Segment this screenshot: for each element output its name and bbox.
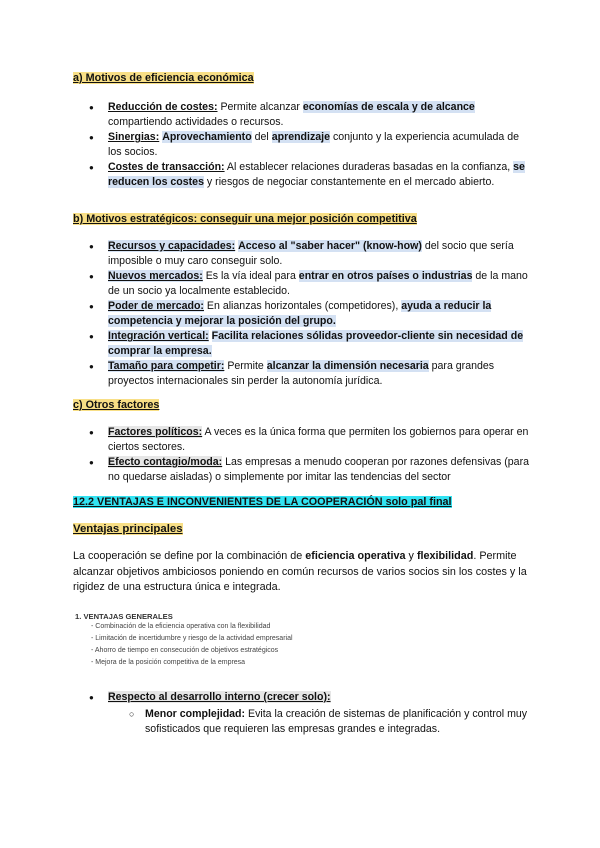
section-c-list xyxy=(73,425,533,485)
section-c-title: c) Otros factores xyxy=(73,399,160,411)
section-a xyxy=(73,71,533,190)
list-item: ● Efecto contagio/moda: Las empresas a menudo cooperan por razones defensivas (para no quedarse aisladas) o simplemente por imitar las tendencias del sector xyxy=(73,455,533,485)
image-line: - Limitación de incertidumbre y riesgo de la actividad empresarial xyxy=(91,635,293,642)
desarrollo-list xyxy=(73,690,543,705)
ventajas-paragraph: La cooperación se define por la combinación de eficiencia operativa y flexibilidad. Permite alcanzar objetivos ambiciosos poniendo en común recursos de varios socios sin los costes y la rigidez de una estructura única e integrada. xyxy=(73,550,527,593)
list-item: ● Factores políticos: A veces es la única forma que permiten los gobiernos para operar en ciertos sectores. xyxy=(73,425,533,455)
sub-list-item: ○ Menor complejidad: Evita la creación de sistemas de planificación y control muy sofisticados que requieren las empresas grandes e integradas. xyxy=(73,707,543,737)
ventajas-title: Ventajas principales xyxy=(73,523,183,535)
image-line: - Mejora de la posición competitiva de la empresa xyxy=(91,659,246,666)
section-a-title: a) Motivos de eficiencia económica xyxy=(73,72,254,84)
ventajas-generales-image xyxy=(75,612,375,674)
section-b-title: b) Motivos estratégicos: conseguir una mejor posición competitiva xyxy=(73,213,417,225)
section-c xyxy=(73,398,533,485)
section-b-list xyxy=(73,239,533,389)
list-item: ● Tamaño para competir: Permite alcanzar la dimensión necesaria para grandes proyectos internacionales sin perder la autonomía jurídica. xyxy=(73,359,533,389)
desarrollo-section xyxy=(73,690,543,737)
list-item: ● Sinergias: Aprovechamiento del aprendizaje conjunto y la experiencia acumulada de los socios. xyxy=(73,130,533,160)
list-item: ● Nuevos mercados: Es la vía ideal para entrar en otros países o industrias de la mano de un socio ya localmente establecido. xyxy=(73,269,533,299)
section-12-2-title: 12.2 VENTAJAS E INCONVENIENTES DE LA COOPERACIÓN solo pal final xyxy=(73,496,452,508)
section-a-list xyxy=(73,100,533,190)
section-b xyxy=(73,212,533,389)
list-item: ● Reducción de costes: Permite alcanzar economías de escala y de alcance compartiendo actividades o recursos. xyxy=(73,100,533,130)
list-item: ● Costes de transacción: Al establecer relaciones duraderas basadas en la confianza, se reducen los costes y riesgos de negociar constantemente en el mercado abierto. xyxy=(73,160,533,190)
ventajas-section xyxy=(73,522,533,596)
list-item: ● Respecto al desarrollo interno (crecer solo): xyxy=(73,690,543,705)
list-item: ● Recursos y capacidades: Acceso al "saber hacer" (know-how) del socio que sería imposible o muy caro conseguir solo. xyxy=(73,239,533,269)
list-item: ● Integración vertical: Facilita relaciones sólidas proveedor-cliente sin necesidad de comprar la empresa. xyxy=(73,329,533,359)
image-line: - Combinación de la eficiencia operativa con la flexibilidad xyxy=(91,623,271,630)
list-item: ● Poder de mercado: En alianzas horizontales (competidores), ayuda a reducir la competencia y mejorar la posición del grupo. xyxy=(73,299,533,329)
image-title: 1. VENTAJAS GENERALES xyxy=(75,612,173,621)
image-line: - Ahorro de tiempo en consecución de objetivos estratégicos xyxy=(91,647,279,654)
